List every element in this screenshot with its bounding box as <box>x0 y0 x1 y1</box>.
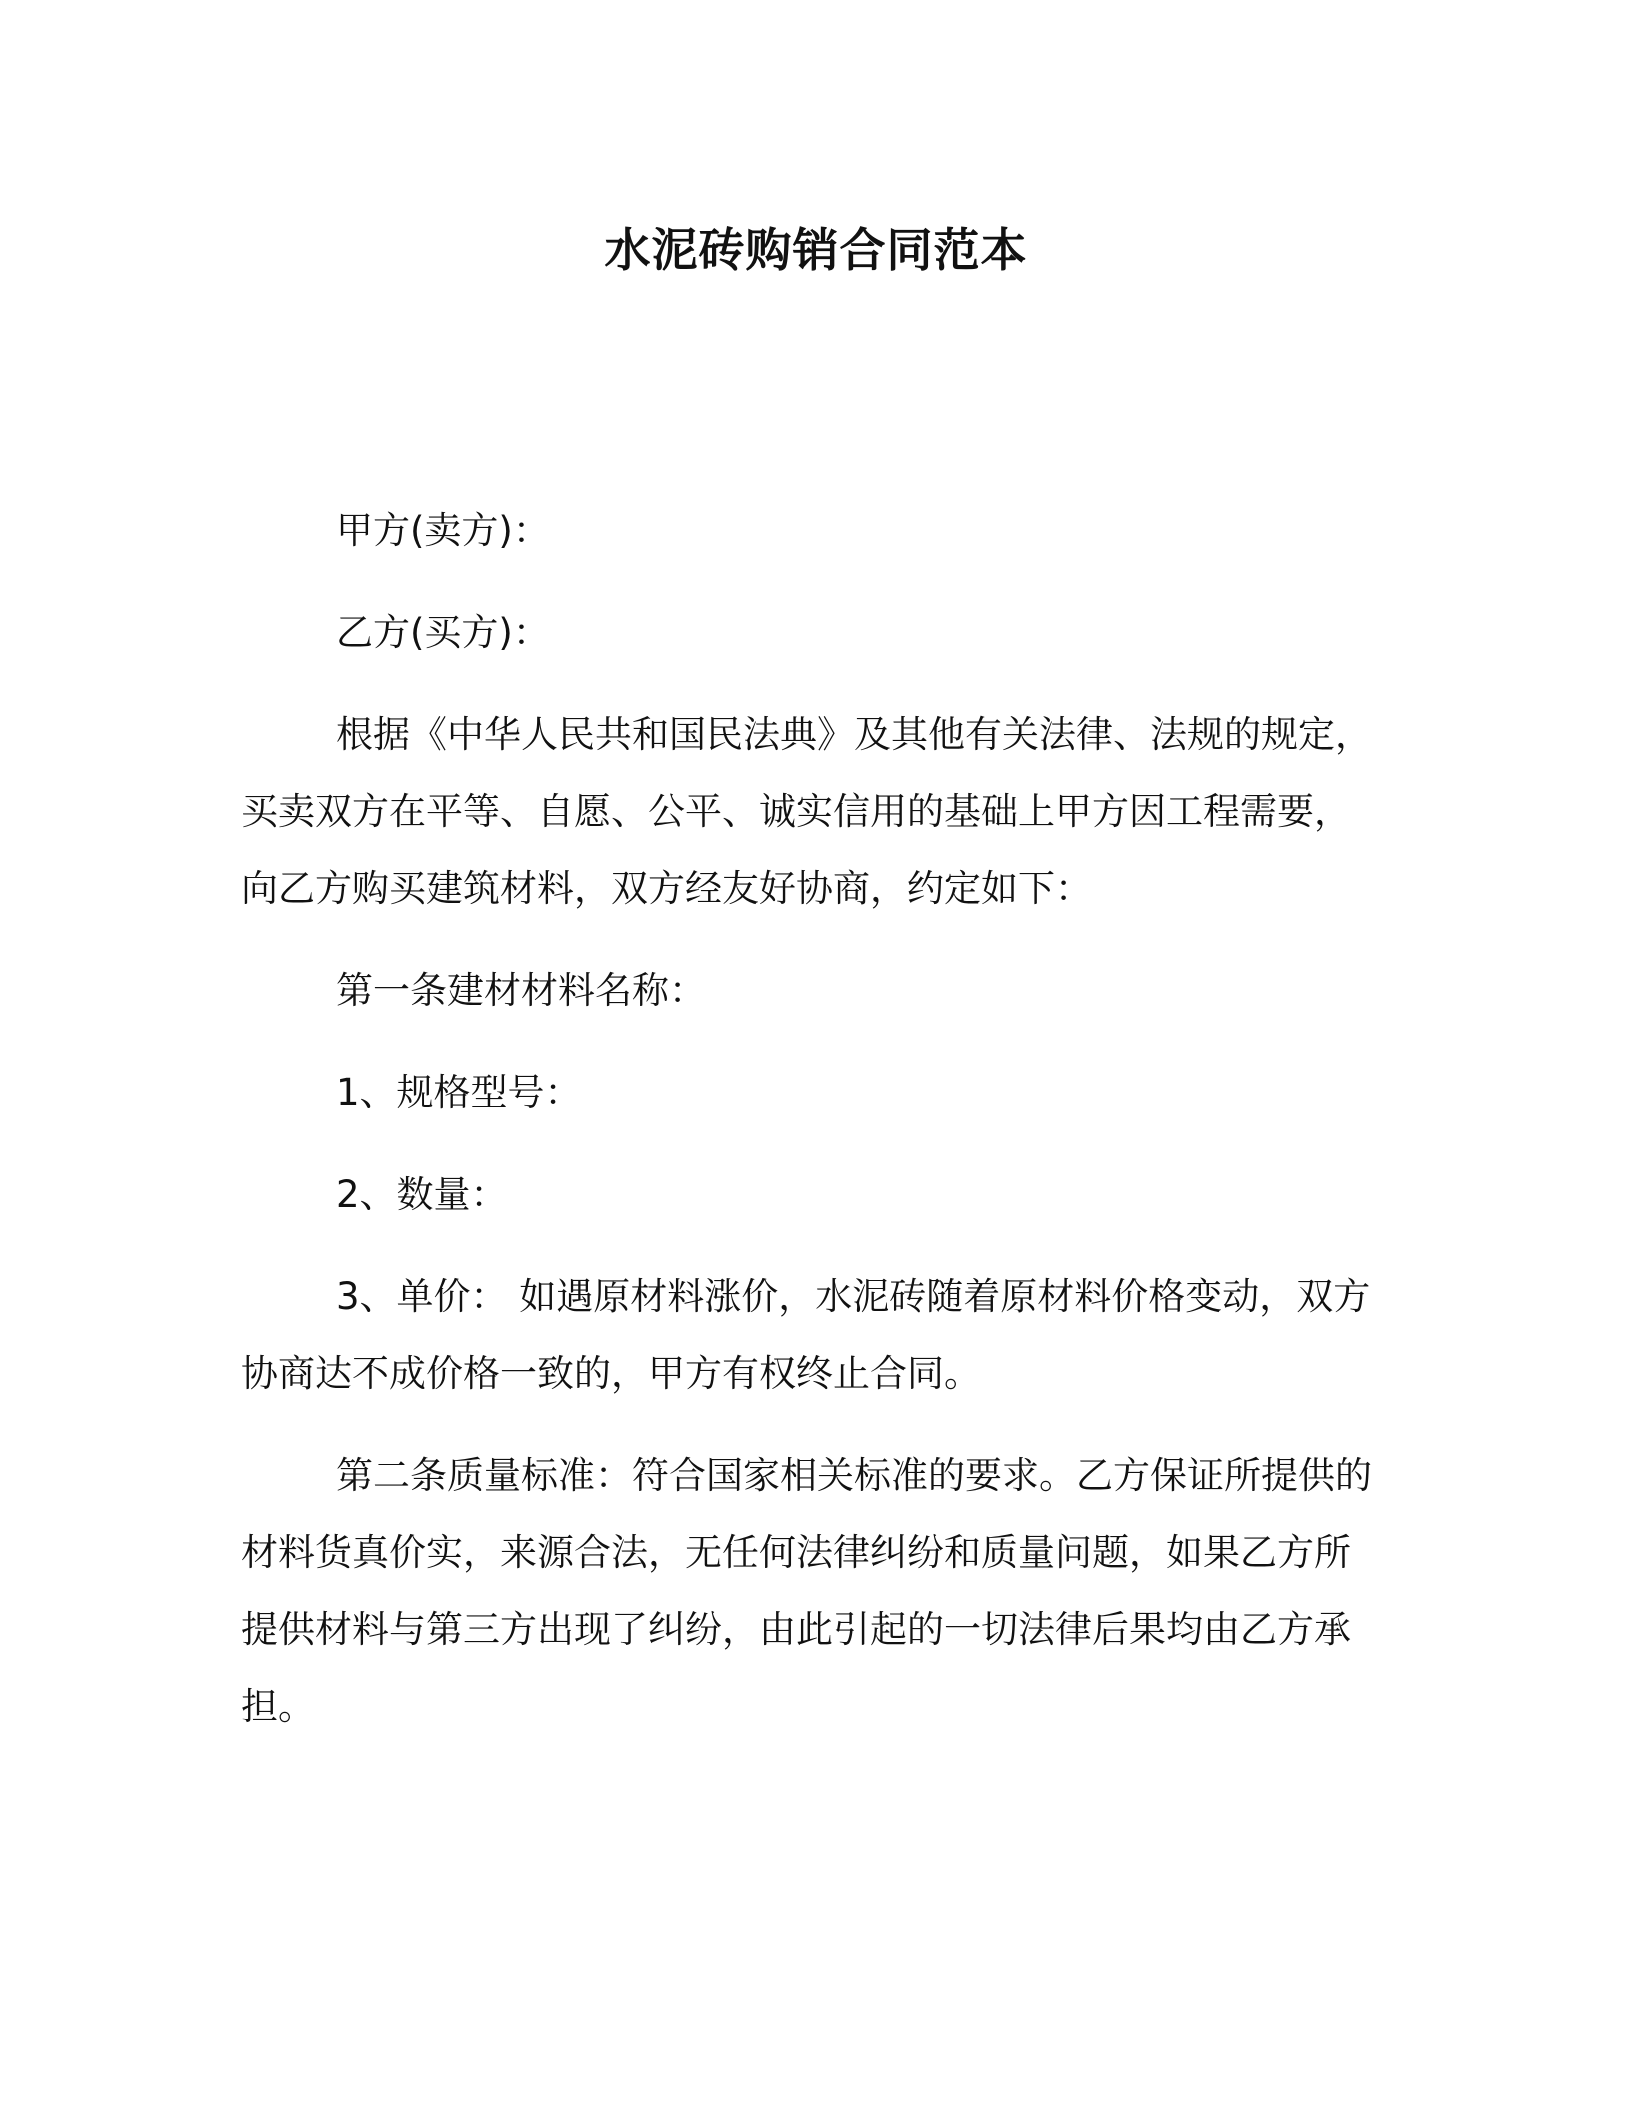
paragraph-line: 根据《中华人民共和国民法典》及其他有关法律、法规的规定， <box>336 713 1372 756</box>
paragraph-line: 提供材料与第三方出现了纠纷，由此引起的一切法律后果均由乙方承 <box>241 1608 1351 1651</box>
paragraph-line: 协商达不成价格一致的，甲方有权终止合同。 <box>241 1352 981 1395</box>
document-title: 水泥砖购销合同范本 <box>604 223 1028 277</box>
article-two-paragraph <box>241 1437 1372 1745</box>
article-one-heading <box>241 952 1366 1029</box>
paragraph-line: 1、规格型号： <box>336 1071 582 1114</box>
spec-item <box>241 1054 1366 1131</box>
unit-price-item <box>241 1258 1371 1412</box>
paragraph-line: 第二条质量标准：符合国家相关标准的要求。乙方保证所提供的 <box>336 1454 1372 1497</box>
paragraph-line: 甲方(卖方)： <box>336 509 550 552</box>
document-body <box>241 492 1372 1770</box>
party-a-line <box>241 492 1366 569</box>
paragraph-line: 乙方(买方)： <box>336 611 550 654</box>
paragraph-line: 3、单价： 如遇原材料涨价，水泥砖随着原材料价格变动，双方 <box>336 1275 1371 1318</box>
paragraph-line: 第一条建材材料名称： <box>336 969 706 1012</box>
party-b-line <box>241 594 1366 671</box>
paragraph-line: 材料货真价实，来源合法，无任何法律纠纷和质量问题，如果乙方所 <box>241 1531 1351 1574</box>
paragraph-line: 买卖双方在平等、自愿、公平、诚实信用的基础上甲方因工程需要， <box>241 790 1351 833</box>
intro-paragraph <box>241 696 1372 927</box>
paragraph-line: 向乙方购买建筑材料，双方经友好协商，约定如下： <box>241 867 1092 910</box>
paragraph-line: 担。 <box>241 1685 315 1728</box>
paragraph-line: 2、数量： <box>336 1173 508 1216</box>
quantity-item <box>241 1156 1366 1233</box>
